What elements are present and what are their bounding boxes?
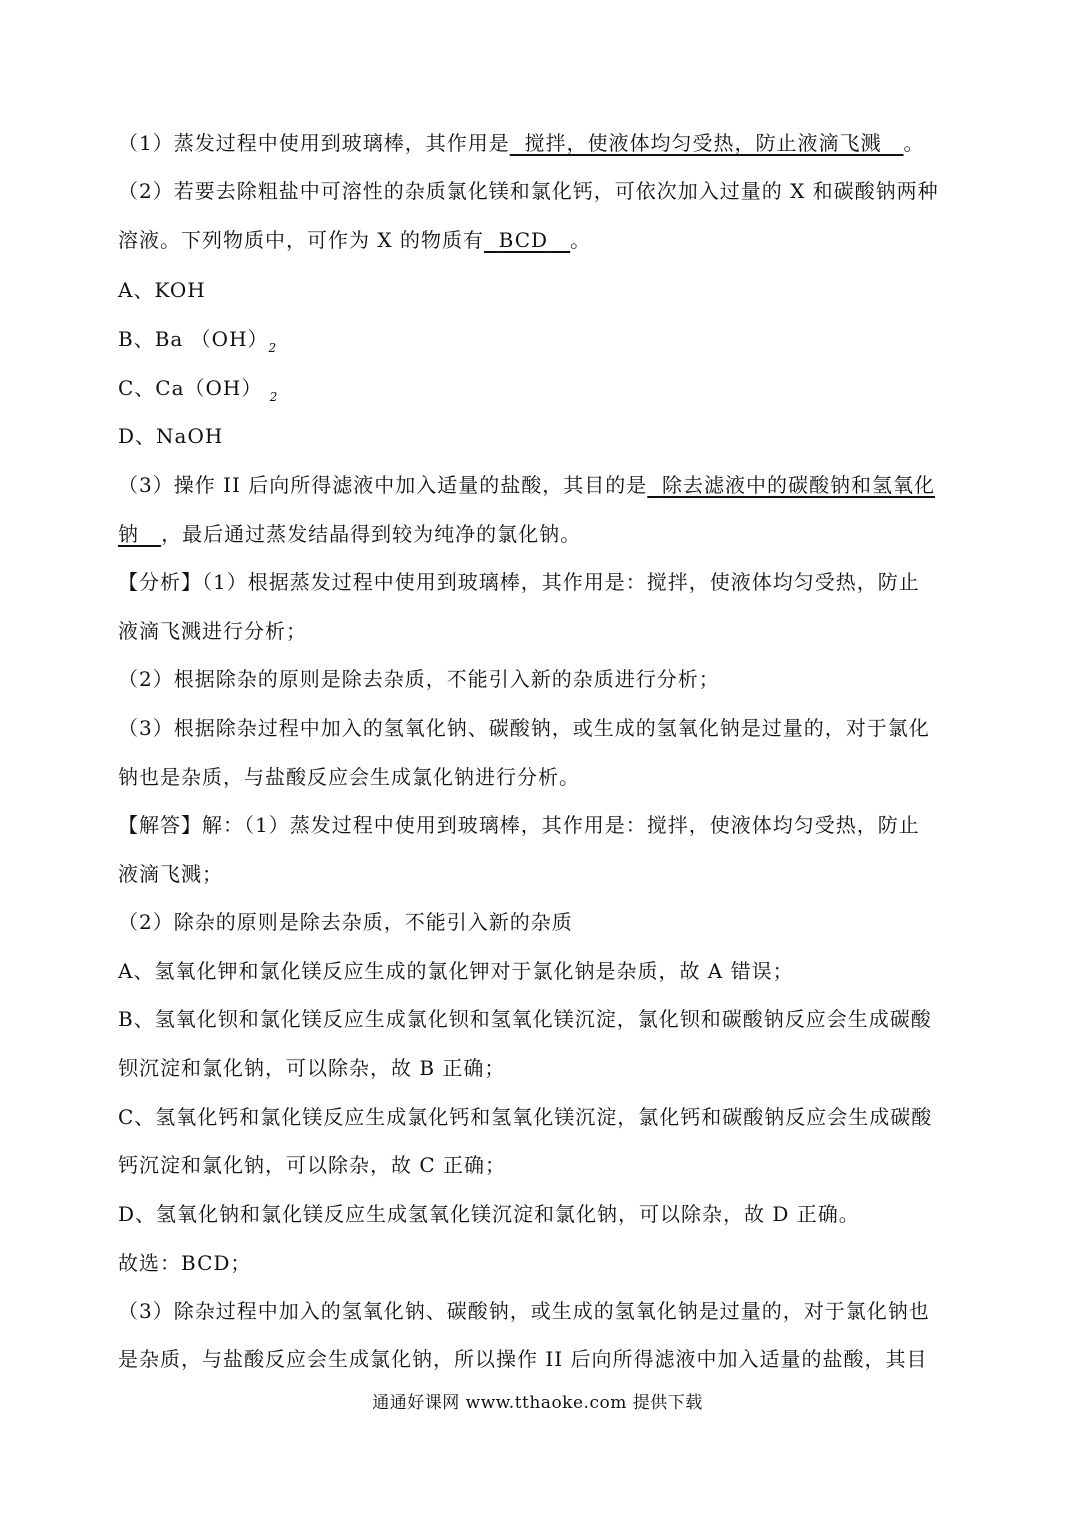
solution-line: 故选：BCD； <box>118 1251 252 1275</box>
answer-3-part-1: 除去滤液中的碳酸钠和氢氧化 <box>661 473 935 497</box>
answer-1: 搅拌，使液体均匀受热，防止液滴飞溅 <box>524 131 882 155</box>
solution-line: 钡沉淀和氯化钠，可以除杂，故 B 正确； <box>118 1056 506 1080</box>
solution-line: C、氢氧化钙和氯化镁反应生成氯化钙和氢氧化镁沉淀，氯化钙和碳酸钠反应会生成碳酸 <box>118 1105 933 1129</box>
solution-line: 是杂质，与盐酸反应会生成氯化钠，所以操作 II 后向所得滤液中加入适量的盐酸，其目 <box>118 1347 928 1371</box>
analysis-line: 液滴飞溅进行分析； <box>118 619 307 643</box>
option-a: A、KOH <box>118 278 206 302</box>
answer-3-part-2: 钠 <box>118 522 139 546</box>
analysis-line: （3）根据除杂过程中加入的氢氧化钠、碳酸钠，或生成的氢氧化钠是过量的，对于氯化 <box>118 716 930 740</box>
answer-2: BCD <box>498 228 549 252</box>
solution-line: B、氢氧化钡和氯化镁反应生成氯化钡和氢氧化镁沉淀，氯化钡和碳酸钠反应会生成碳酸 <box>118 1007 932 1031</box>
analysis-line: 【分析】（1）根据蒸发过程中使用到玻璃棒，其作用是：搅拌，使液体均匀受热，防止 <box>118 570 920 594</box>
option-b: B、Ba $(OH)_2$ <box>118 327 278 355</box>
solution-line: A、氢氧化钾和氯化镁反应生成的氯化钾对于氯化钠是杂质，故 A 错误； <box>118 959 794 983</box>
question-2-line-1: （2）若要去除粗盐中可溶性的杂质氯化镁和氯化钙，可依次加入过量的 X 和碳酸钠两种 <box>118 179 939 203</box>
solution-line: 【解答】解：（1）蒸发过程中使用到玻璃棒，其作用是：搅拌，使液体均匀受热，防止 <box>118 813 920 837</box>
question-3-line-1: （3）操作 II 后向所得滤液中加入适量的盐酸，其目的是 除去滤液中的碳酸钠和氢氧化 <box>118 473 935 497</box>
question-3-line-2: 钠 ，最后通过蒸发结晶得到较为纯净的氯化钠。 <box>118 522 582 546</box>
solution-line: 液滴飞溅； <box>118 862 223 886</box>
question-2-line-2: 溶液。下列物质中，可作为 X 的物质有 BCD 。 <box>118 228 592 252</box>
option-c: C、Ca（OH） $_2$ <box>118 376 279 404</box>
solution-line: （3）除杂过程中加入的氢氧化钠、碳酸钠，或生成的氢氧化钠是过量的，对于氯化钠也 <box>118 1299 930 1323</box>
option-d: D、NaOH <box>118 424 224 448</box>
question-1: （1）蒸发过程中使用到玻璃棒，其作用是 搅拌，使液体均匀受热，防止液滴飞溅 。 <box>118 131 925 155</box>
analysis-line: 钠也是杂质，与盐酸反应会生成氯化钠进行分析。 <box>118 765 580 789</box>
analysis-line: （2）根据除杂的原则是除去杂质，不能引入新的杂质进行分析； <box>118 667 720 691</box>
page-footer: 通通好课网 www.tthaoke.com 提供下载 <box>372 1393 703 1413</box>
solution-line: （2）除杂的原则是除去杂质，不能引入新的杂质 <box>118 910 573 934</box>
solution-line: 钙沉淀和氯化钠，可以除杂，故 C 正确； <box>118 1153 507 1177</box>
solution-line: D、氢氧化钠和氯化镁反应生成氢氧化镁沉淀和氯化钠，可以除杂，故 D 正确。 <box>118 1202 860 1226</box>
